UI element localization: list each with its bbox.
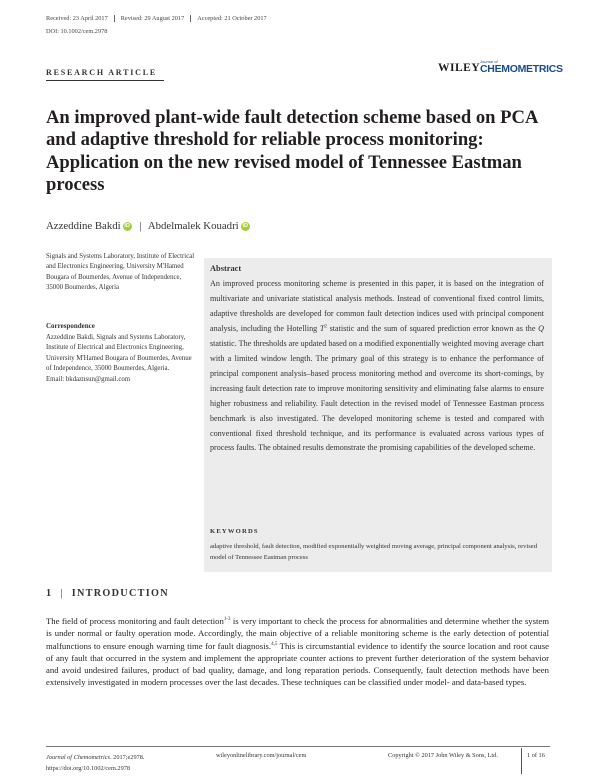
citation-ref[interactable]: 1-3 xyxy=(223,617,231,623)
footer-site-link[interactable]: wileyonlinelibrary.com/journal/cem xyxy=(216,752,307,759)
abstract-text: An improved process monitoring scheme is presented in this paper, it is based on the integration of multivariate and univariate statistical analysis methods. Instead of conventional fixed control limits, adaptive thresholds are developed for common fault detection indices used with principal component analysis, including the Hotelling $T^2$ statistic and the sum of squared prediction error known as the Q statistic. The thresholds are updated based on a modified exponentially weighted moving average chart with a limited window length. The primary goal of this strategy is to enhance the performance of principal component analysis–based process monitoring method and overcome its short-comings, by increasing fault detection rate to improve monitoring sensitivity and eliminating false alarms to ensure higher robustness and reliability. Fault detection in the revised model of Tennessee Eastman process benchmark is also investigated. The developed monitoring scheme is tested and compared with conventional fixed threshold technique, and its performance is evaluated across various types of process faults. The obtained results demonstrate the promising capabilities of the developed scheme. xyxy=(210,279,544,453)
abstract-heading: Abstract xyxy=(210,264,242,273)
section-separator: | xyxy=(60,588,64,599)
footer-doi-link[interactable]: https://doi.org/10.1002/cem.2978 xyxy=(46,765,131,772)
revised-date: Revised: 29 August 2017 xyxy=(121,15,192,22)
citation-ref[interactable]: 4,5 xyxy=(271,641,278,647)
footer-copyright: Copyright © 2017 John Wiley & Sons, Ltd. xyxy=(388,752,498,759)
footer-divider xyxy=(521,748,522,774)
introduction-paragraph: The field of process monitoring and fault detection$^{1-3}$ is very important to check the process for abnormalities and determine whether the system is under normal or faulty operation mode. Accordingly, the main objective of a reliable monitoring scheme is the early detection of potential malfunctions to ensure enough warning time for fault diagnosis.$^{4,5}$ This is circumstantial evidence to identify the source location and root cause of any fault that occurred in the system and implement the appropriate counter actions to prevent further deterioration of the system behavior and avoid undesired failures, product of bad quality, damage, and long reparation periods. Consequently, fault detection methods have been extensively investigated in modern processes over the last decades. These techniques can be classified under model- and data-based types. xyxy=(46,616,549,688)
correspondence xyxy=(46,333,196,385)
accepted-date: Accepted: 21 October 2017 xyxy=(197,15,267,22)
journal-logo-main: CHEMOMETRICS xyxy=(480,63,563,75)
section-number: 1 xyxy=(46,588,53,599)
author-separator: | xyxy=(139,220,142,232)
journal-logo-small: Journal of xyxy=(480,59,498,64)
correspondence-email[interactable]: Email: bkdaznsun@gmail.com xyxy=(46,375,131,383)
section-title: INTRODUCTION xyxy=(71,588,169,599)
author-name[interactable]: Abdelmalek Kouadri xyxy=(147,220,239,232)
keywords-text: adaptive threshold, fault detection, modified exponentially weighted moving average, principal component analysis, revised model of Tennessee Eastman process xyxy=(210,543,538,562)
section-heading xyxy=(46,588,169,599)
affiliation: Signals and Systems Laboratory, Institute of Electrical and Electronics Engineering, University M'Hamed Bougara of Boumerdes, Avenue of Independence, 35000 Boumerdes, Algeria xyxy=(46,253,195,292)
footer-rule xyxy=(46,746,550,747)
footer-journal: Journal of Chemometrics xyxy=(46,754,111,761)
article-type-rule xyxy=(46,80,164,81)
publisher-logo[interactable]: WILEY xyxy=(438,62,481,74)
orcid-icon[interactable]: iD xyxy=(124,222,130,229)
correspondence-text: Azzeddine Bakdi, Signals and Systems Laboratory, Institute of Electrical and Electronics Engineering, University M'Hamed Bougara of Boumerdes, Avenue of Independence, 35000 Boumerdes, Algeria. xyxy=(46,334,192,373)
page-number: 1 of 16 xyxy=(527,752,545,759)
journal-logo[interactable] xyxy=(480,59,563,76)
doi[interactable]: DOI: 10.1002/cem.2978 xyxy=(46,28,108,35)
orcid-icon[interactable]: iD xyxy=(242,222,248,229)
article-dates xyxy=(46,15,279,22)
article-type: RESEARCH ARTICLE xyxy=(46,68,157,77)
article-title: An improved plant-wide fault detection scheme based on PCA and adaptive threshold for reliable process monitoring: Application on the new revised model of Tennessee Eastman process xyxy=(46,107,538,196)
author-list xyxy=(46,220,254,232)
author-name[interactable]: Azzeddine Bakdi xyxy=(46,220,121,232)
keywords-heading: KEYWORDS xyxy=(210,528,259,535)
received-date: Received: 23 April 2017 xyxy=(46,15,115,22)
footer-citation: Journal of Chemometrics. 2017;e2978. https://doi.org/10.1002/cem.2978 xyxy=(46,754,145,772)
correspondence-heading: Correspondence xyxy=(46,322,95,330)
